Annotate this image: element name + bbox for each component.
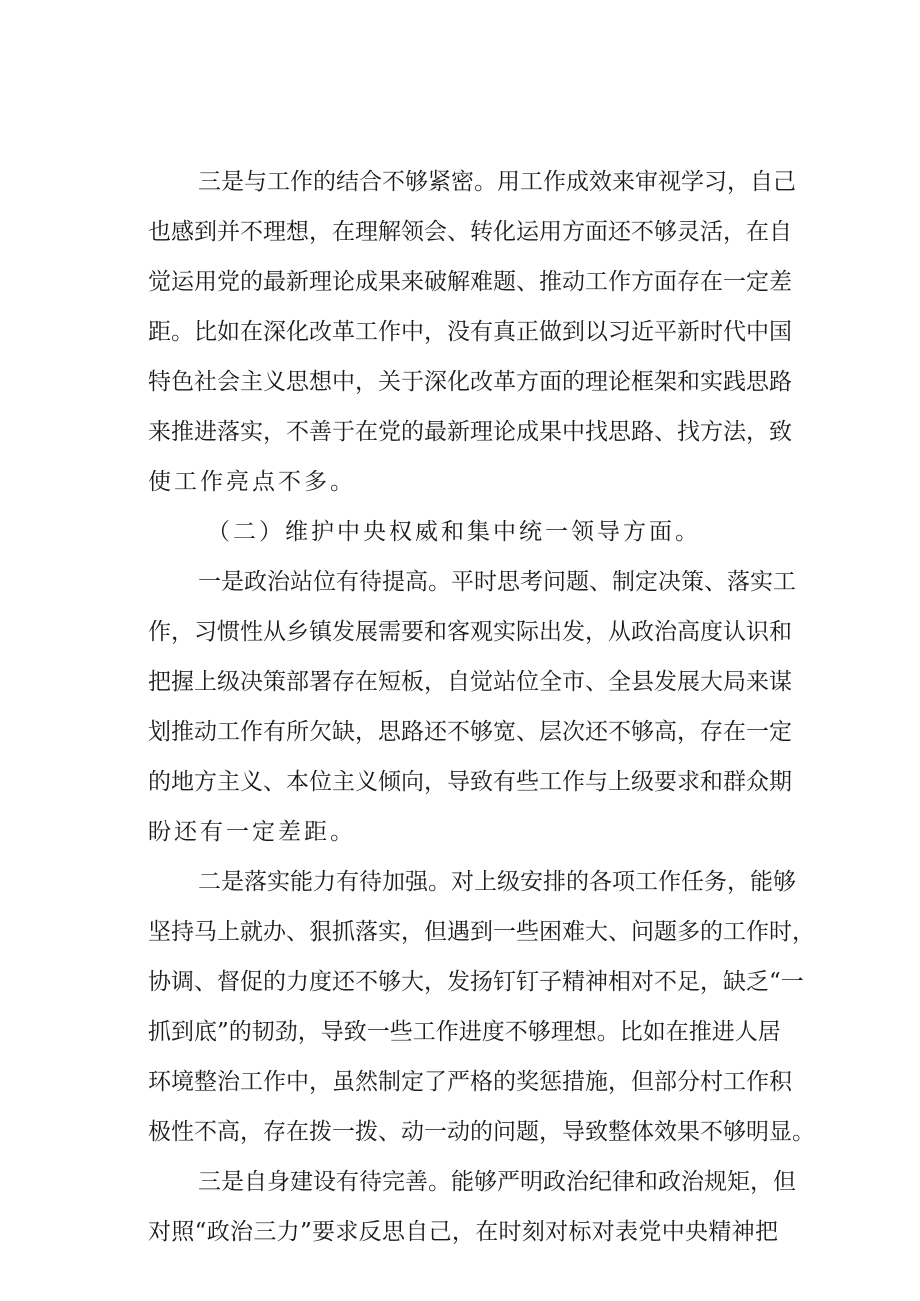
paragraph-line: 也感到并不理想，在理解领会、转化运用方面还不够灵活，在自 — [148, 219, 792, 245]
paragraph-line: 来推进落实，不善于在党的最新理论成果中找思路、找方法，致 — [148, 419, 792, 445]
paragraph-line: 特色社会主义思想中，关于深化改革方面的理论框架和实践思路 — [148, 369, 792, 395]
section-heading: （二）维护中央权威和集中统一领导方面。 — [207, 519, 701, 545]
paragraph-line: 对照“政治三力”要求反思自己，在时刻对标对表党中央精神把 — [148, 1219, 778, 1245]
paragraph-line: 作，习惯性从乡镇发展需要和客观实际出发，从政治高度认识和 — [148, 619, 792, 645]
paragraph-line: 距。比如在深化改革工作中，没有真正做到以习近平新时代中国 — [148, 319, 792, 345]
paragraph-line: 使工作亮点不多。 — [148, 469, 356, 495]
paragraph-line: 协调、督促的力度还不够大，发扬钉钉子精神相对不足，缺乏“一 — [148, 969, 804, 995]
paragraph-line: 三是自身建设有待完善。能够严明政治纪律和政治规矩，但 — [198, 1169, 796, 1195]
paragraph-line: 三是与工作的结合不够紧密。用工作成效来审视学习，自己 — [198, 169, 796, 195]
paragraph-line: 环境整治工作中，虽然制定了严格的奖惩措施，但部分村工作积 — [148, 1069, 792, 1095]
paragraph-line: 一是政治站位有待提高。平时思考问题、制定决策、落实工 — [198, 569, 796, 595]
paragraph-line: 抓到底”的韧劲，导致一些工作进度不够理想。比如在推进人居 — [148, 1019, 781, 1045]
paragraph-line: 盼还有一定差距。 — [148, 819, 356, 845]
paragraph-line: 极性不高，存在拨一拨、动一动的问题，导致整体效果不够明显。 — [148, 1119, 815, 1145]
paragraph-line: 觉运用党的最新理论成果来破解难题、推动工作方面存在一定差 — [148, 269, 792, 295]
paragraph-line: 划推动工作有所欠缺，思路还不够宽、层次还不够高，存在一定 — [148, 719, 792, 745]
paragraph-line: 的地方主义、本位主义倾向，导致有些工作与上级要求和群众期 — [148, 769, 792, 795]
paragraph-line: 坚持马上就办、狠抓落实，但遇到一些困难大、问题多的工作时， — [148, 919, 815, 945]
paragraph-line: 把握上级决策部署存在短板，自觉站位全市、全县发展大局来谋 — [148, 669, 792, 695]
paragraph-line: 二是落实能力有待加强。对上级安排的各项工作任务，能够 — [198, 869, 796, 895]
